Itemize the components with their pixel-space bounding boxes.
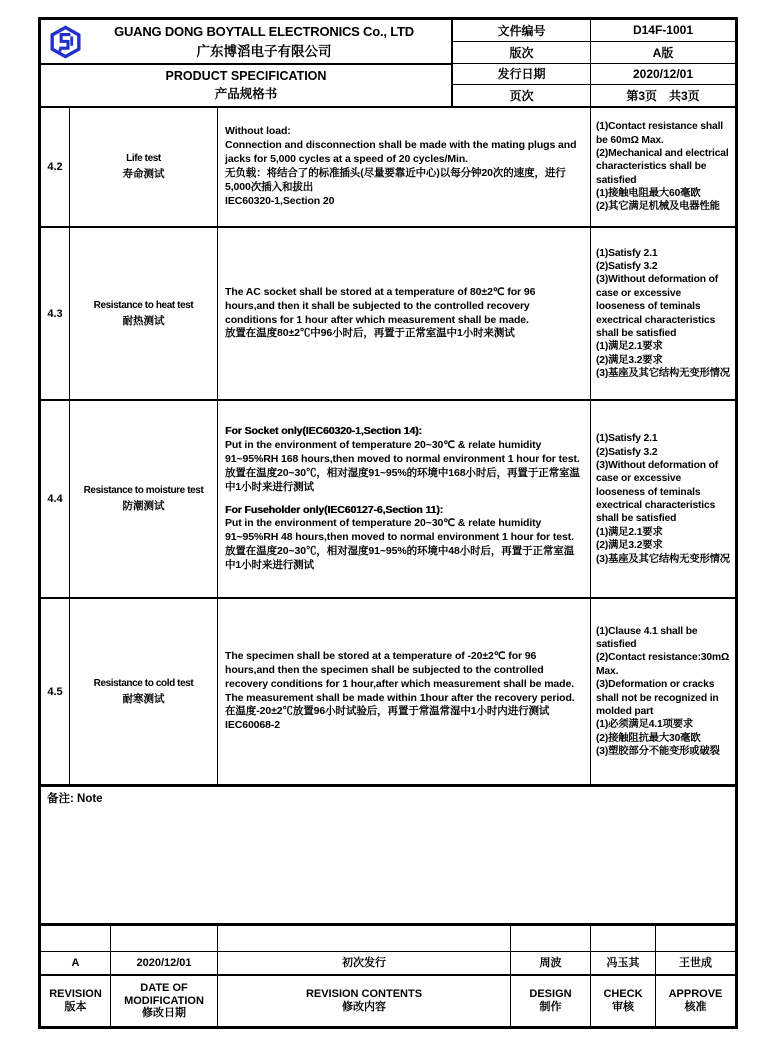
document-info-table [453,20,735,106]
requirement-line: (2)Satisfy 3.2 [596,446,658,458]
revision-rev-value: A [41,952,111,974]
test-number: 4.2 [41,108,70,226]
test-name [70,599,218,784]
info-row-issue-date [453,64,735,86]
revision-col-header [656,976,735,1026]
revision-empty-row [41,926,735,952]
test-requirements [591,401,735,597]
col-header-en: DESIGN [529,988,572,1001]
test-name-cn: 防潮测试 [122,500,165,512]
test-content [218,599,591,784]
test-number: 4.3 [41,228,70,399]
info-label: 页次 [453,85,591,106]
revision-approve-value: 王世成 [679,956,712,969]
test-name [70,401,218,597]
requirement-line: (2)Mechanical and electrical characteristics shall be satisfied [596,147,729,186]
content-line: Without load: [225,125,291,138]
test-table [41,108,735,786]
test-number: 4.5 [41,599,70,784]
requirement-line: (3)Deformation or cracks shall not be recognized in molded part [596,679,719,717]
requirement-line: (1)Clause 4.1 shall be satisfied [596,625,698,650]
info-row-page [453,85,735,106]
info-value: 2020/12/01 [632,66,694,81]
document-title-en: PRODUCT SPECIFICATION [165,69,327,83]
requirement-line: (1)满足2.1要求 [596,341,663,353]
revision-date-value: 2020/12/01 [111,952,218,974]
content-line: Connection and disconnection shall be made with the mating plugs and jacks for 5,000 cycles at a speed of 20 cycles/Min. [225,139,577,166]
requirement-line: (3)Without deformation of case or excessive looseness of teminals exectrical characteristics shall be satisfied [596,459,718,525]
requirement-line: (2)其它满足机械及电器性能 [596,201,720,213]
requirement-line: (2)满足3.2要求 [596,354,663,366]
revision-empty-cell [591,926,656,951]
test-number: 4.4 [41,401,70,597]
header-left-panel [41,20,453,106]
requirement-line: (1)Satisfy 2.1 [596,247,658,259]
revision-col-header [41,976,111,1026]
test-requirements [591,108,735,226]
revision-empty-cell [656,926,735,951]
test-name-cn: 耐寒测试 [122,692,165,705]
info-value: 第3页 共3页 [626,89,700,104]
test-requirements [591,599,735,784]
revision-col-header [591,976,656,1026]
content-line: IEC60068-2 [225,719,281,732]
requirement-line: (1)必须满足4.1项要求 [596,719,694,731]
info-row-revision [453,42,735,64]
col-header-cn: 核准 [684,1001,707,1013]
requirement-line: (3)基座及其它结构无变形情况 [596,368,730,379]
test-name [70,108,218,226]
requirement-line: (3)基座及其它结构无变形情况 [596,553,730,565]
requirement-line: (2)Satisfy 3.2 [596,261,658,272]
company-name-cn: 广东博滔电子有限公司 [196,43,332,59]
note-label: 备注: Note [47,793,103,805]
content-line [225,495,583,504]
content-line: 放置在温度20~30℃，相对湿度91~95%的环境中168小时后，再置于正常室温中1小时来进行测试 [225,466,580,493]
col-header-en: APPROVE [668,988,723,1001]
spec-document [38,17,738,1029]
revision-col-header [111,976,218,1026]
requirement-line: (2)接触阻抗最大30毫欧 [596,732,701,744]
company-block [41,20,451,65]
col-header-en: REVISION [49,988,102,1001]
requirement-line: (2)Contact resistance:30mΩ Max. [596,652,730,677]
requirement-line: (1)满足2.1要求 [596,526,663,538]
info-label: 文件编号 [453,20,591,41]
revision-design-value: 周波 [511,952,591,974]
info-label: 发行日期 [453,64,591,85]
col-header-cn: 版本 [64,1001,87,1013]
revision-col-header [218,976,511,1026]
content-line: The specimen shall be stored at a temperature of -20±2℃ for 96 hours,and then the specimen shall be subjected to the controlled recovery conditions for 1 hour,after which measurement shall be made. [225,649,575,690]
document-title-cn: 产品规格书 [214,87,278,101]
test-name-cn: 耐热测试 [122,314,165,327]
test-name [70,228,218,399]
revision-check-value: 冯玉其 [591,952,656,974]
test-name-en: Life test [126,153,161,164]
col-header-cn: 审核 [612,1001,634,1013]
col-header-en: DATE OF MODIFICATION [124,981,204,1007]
info-label: 版次 [453,42,591,63]
content-line: The measurement shall be made within 1hour after the recovery period. [225,691,575,704]
revision-empty-cell [218,926,511,951]
content-line: 在温度-20±2℃放置96小时试验后，再置于常温常湿中1小时内进行测试 [225,705,550,718]
content-line: For Fuseholder only(IEC60127-6,Section 11): [225,503,444,516]
revision-empty-cell [111,926,218,951]
test-content [218,108,591,226]
content-line: 放置在温度20~30℃，相对湿度91~95%的环境中48小时后，再置于正常室温中1小时来进行测试 [225,545,575,572]
revision-col-header [511,976,591,1026]
info-row-doc-number [453,20,735,42]
info-value: A版 [652,45,674,60]
content-line: For Socket only(IEC60320-1,Section 14): [225,424,422,437]
col-header-en: REVISION CONTENTS [305,988,423,1001]
content-line: IEC60320-1,Section 20 [225,194,335,207]
info-value: D14F-1001 [632,23,694,38]
test-content [218,401,591,597]
col-header-en: CHECK [603,988,643,1001]
test-name-en: Resistance to heat test [93,299,194,311]
requirement-line: (3)Without deformation of case or excessive looseness of teminals exectrical characteristics shall be satisfied [596,274,718,339]
test-content [218,228,591,399]
document-title-block [41,65,451,106]
col-header-cn: 修改日期 [142,1007,186,1020]
requirement-line: (3)塑胶部分不能变形或破裂 [596,746,720,757]
col-header-cn: 修改内容 [342,1001,386,1013]
requirement-line: (1)Satisfy 2.1 [596,433,658,445]
document-header [41,20,735,108]
revision-entry-row [41,952,735,976]
company-name-en: GUANG DONG BOYTALL ELECTRONICS Co., LTD [114,23,414,39]
revision-empty-cell [511,926,591,951]
requirement-line: (2)满足3.2要求 [596,540,663,552]
col-header-cn: 制作 [539,1001,562,1013]
test-row [41,108,735,228]
test-name-en: Resistance to cold test [93,677,194,689]
requirement-line: (1)Contact resistance shall be 60mΩ Max. [596,121,723,146]
revision-contents-value: 初次发行 [218,952,511,974]
test-requirements [591,228,735,399]
content-line: The AC socket shall be stored at a temperature of 80±2℃ for 96 hours,and then it shall be subjected to the controlled recovery conditions for 1 hour after which measurement shall be made. [225,285,536,326]
revision-empty-cell [41,926,111,951]
content-line: Put in the environment of temperature 20~30℃ & relate humidity 91~95%RH 48 hours,then moved to normal environment 1 hour for test. [225,517,574,544]
requirement-line: (1)接触电阻最大60毫欧 [596,188,701,200]
revision-table [41,925,735,1026]
content-line: 无负载：将结合了的标准插头(尽量要靠近中心)以每分钟20次的速度，进行5,000次插入和拔出 [225,167,566,193]
company-logo [50,21,81,68]
note-section [41,786,735,925]
content-line: Put in the environment of temperature 20~30℃ & relate humidity 91~95%RH 168 hours,then moved to normal environment 1 hour for test. [225,438,580,465]
test-name-en: Resistance to moisture test [83,485,204,496]
test-row [41,228,735,401]
content-line: 放置在温度80±2℃中96小时后，再置于正常室温中1小时来测试 [225,327,515,340]
revision-header-row [41,976,735,1026]
test-name-cn: 寿命测试 [122,168,165,180]
test-row [41,401,735,599]
test-row [41,599,735,786]
